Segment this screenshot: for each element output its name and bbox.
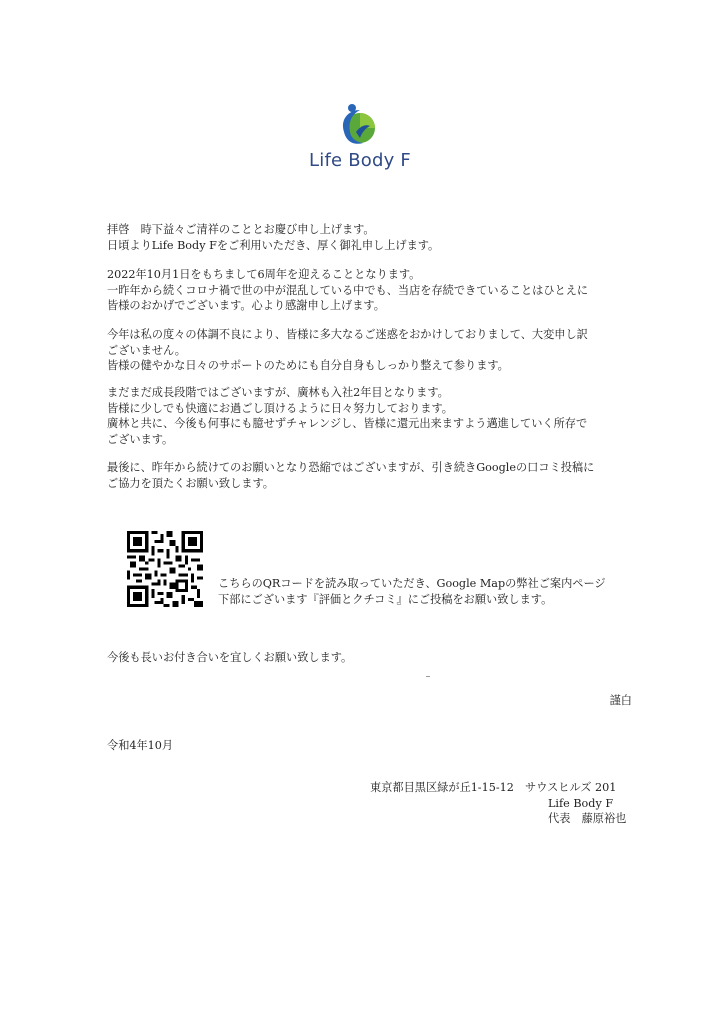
text-line: 廣林と共に、今後も何事にも臆せずチャレンジし、皆様に還元出来ますよう邁進していく所存で [107, 417, 588, 430]
paragraph-greeting [107, 222, 647, 253]
text-line: こちらのQRコードを読み取っていただき、Google Mapの弊社ご案内ページ [218, 577, 606, 590]
representative-name: 代表 藤原裕也 [548, 812, 627, 825]
closing-salutation: 謹白 [609, 694, 632, 707]
text-line: 下部にございます『評価とクチコミ』にご投稿をお願い致します。 [218, 592, 553, 606]
text-line: 最後に、昨年から続けてのお願いとなり恐縮ではございますが、引き続きGoogleの口コミ投稿に [107, 461, 595, 474]
text-line: 今年は私の度々の体調不良により、皆様に多大なるご迷惑をおかけしておりまして、大変申し訳 [107, 328, 588, 341]
text-line: ご協力を頂たくお願い致します。 [107, 476, 274, 490]
scan-mark [426, 676, 430, 677]
qr-code[interactable] [127, 531, 203, 607]
paragraph-anniversary [107, 267, 647, 314]
text-line: 一昨年から続くコロナ禍で世の中が混乱している中でも、当店を存続できていることはひとえに [107, 283, 589, 297]
address-line: 東京都目黒区緑が丘1-15-12 サウスヒルズ 201 [370, 781, 617, 794]
text-line: 皆様の健やかな日々のサポートのためにも自分自身もしっかり整えて参ります。 [107, 359, 509, 372]
text-line: 拝啓 時下益々ご清祥のこととお慶び申し上げます。 [107, 223, 375, 236]
paragraph-staff [107, 385, 647, 447]
text-line: 皆様に少しでも快適にお過ごし頂けるように日々努力しております。 [107, 401, 453, 415]
qr-instructions [218, 576, 725, 607]
sender-address [370, 780, 626, 827]
text-line: まだまだ成長段階ではございますが、廣林も入社2年目となります。 [107, 386, 449, 399]
letter-date: 令和4年10月 [107, 739, 174, 752]
text-line: 皆様のおかげでございます。心より感謝申し上げます。 [107, 299, 385, 312]
text-line: 日頃よりLife Body Fをご利用いただき、厚く御礼申し上げます。 [107, 238, 440, 252]
logo-text: Life Body F [309, 150, 411, 171]
closing-line: 今後も長いお付き合いを宜しくお願い致します。 [107, 651, 353, 664]
logo-mark-icon [330, 102, 382, 150]
paragraph-apology [107, 327, 647, 374]
paragraph-request [107, 460, 647, 491]
text-line: 2022年10月1日をもちまして6周年を迎えることとなります。 [107, 268, 421, 281]
text-line: ございます。 [107, 432, 174, 446]
company-name: Life Body F [548, 796, 614, 810]
company-logo [300, 100, 420, 180]
text-line: ございません。 [107, 343, 186, 357]
